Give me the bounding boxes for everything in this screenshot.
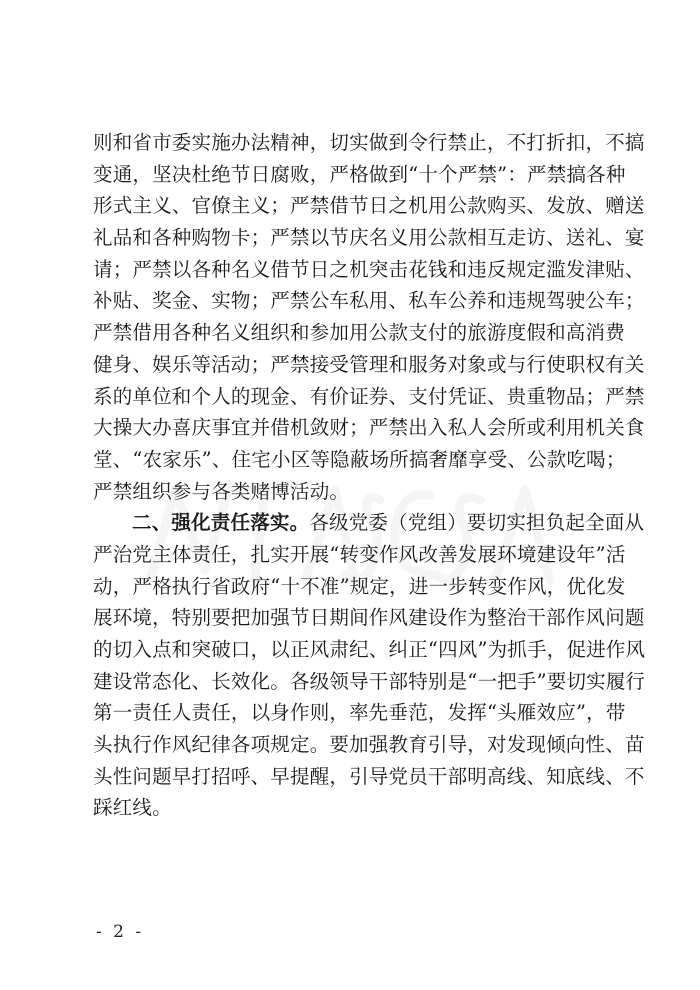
text-line: 形式主义、官僚主义；严禁借节日之机用公款购买、发放、赠送: [93, 194, 645, 218]
text-line: 严禁组织参与各类赌博活动。: [93, 479, 350, 503]
text-line: 第一责任人责任，以身作则，率先垂范，发挥“头雁效应”，带: [93, 701, 626, 725]
text-line: 变通，坚决杜绝节日腐败，严格做到“十个严禁”：严禁搞各种: [93, 162, 626, 186]
text-line: 系的单位和个人的现金、有价证券、支付凭证、贵重物品；严禁: [93, 384, 645, 408]
section-2-heading: 二、强化责任落实。: [132, 511, 310, 535]
text-line: 的切入点和突破口，以正风肃纪、纠正“四风”为抓手，促进作风: [93, 638, 646, 661]
section-2-first-text: 各级党委（党组）要切实担负起全面从: [309, 511, 645, 535]
text-line: 堂、“农家乐”、住宅小区等隐蔽场所搞奢靡享受、公款吃喝；: [93, 447, 626, 471]
text-line: 严禁借用各种名义组织和参加用公款支付的旅游度假和高消费: [93, 321, 625, 345]
text-line: 礼品和各种购物卡；严禁以节庆名义用公款相互走访、送礼、宴: [93, 226, 645, 250]
text-line: 大操大办喜庆事宜并借机敛财；严禁出入私人会所或利用机关食: [93, 416, 645, 440]
text-line: 补贴、奖金、实物；严禁公车私用、私车公养和违规驾驶公车；: [93, 289, 645, 313]
body-text: [93, 127, 646, 824]
section-2-first-line: [93, 507, 645, 539]
text-line: 建设常态化、长效化。各级领导干部特别是“一把手”要切实履行: [93, 669, 646, 693]
text-line: 动，严格执行省政府“十不准”规定，进一步转变作风，优化发: [93, 574, 626, 598]
text-line: 展环境，特别要把加强节日期间作风建设作为整治干部作风问题: [93, 606, 645, 630]
text-line: 则和省市委实施办法精神，切实做到令行禁止，不打折扣，不搞: [93, 131, 645, 154]
text-line: 头性问题早打招呼、早提醒，引导党员干部明高线、知底线、不: [93, 764, 645, 788]
page-number: - 2 -: [96, 922, 145, 942]
text-line: 踩红线。: [93, 796, 172, 820]
text-line: 健身、娱乐等活动；严禁接受管理和服务对象或与行使职权有关: [93, 352, 645, 376]
text-line: 严治党主体责任，扎实开展“转变作风改善发展环境建设年”活: [93, 542, 626, 566]
text-line: 请；严禁以各种名义借节日之机突击花钱和违反规定滥发津贴、: [93, 257, 645, 281]
text-line: 头执行作风纪律各项规定。要加强教育引导，对发现倾向性、苗: [93, 733, 645, 757]
